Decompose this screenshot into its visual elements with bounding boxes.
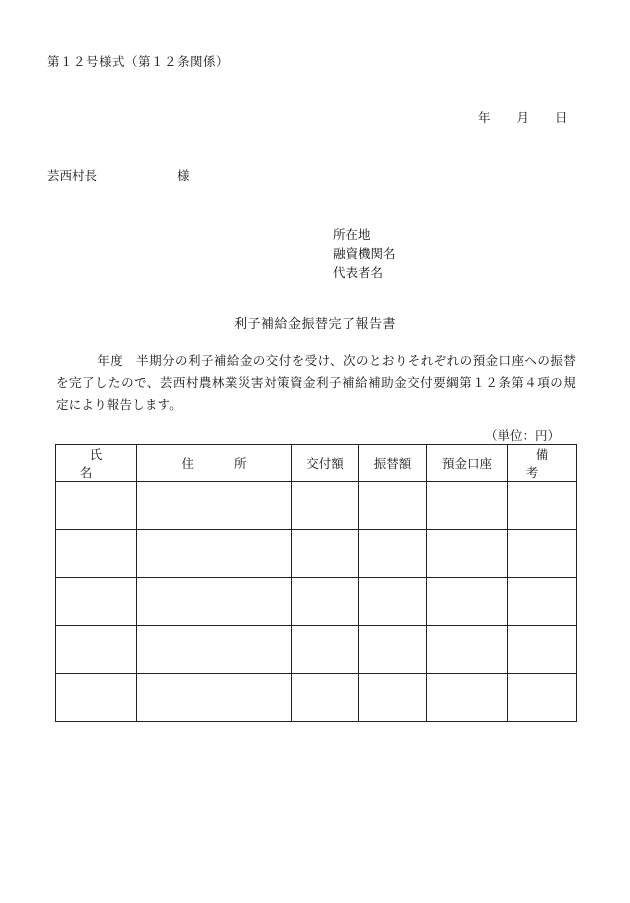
cell-account[interactable] [427,626,508,674]
table-row [56,674,577,722]
cell-name[interactable] [56,674,137,722]
cell-transfer-amount[interactable] [359,626,427,674]
cell-remarks[interactable] [508,674,577,722]
applicant-block [333,225,396,282]
cell-grant-amount[interactable] [292,482,359,530]
date-year-label: 年 [478,110,491,125]
table-row [56,626,577,674]
cell-name[interactable] [56,482,137,530]
header-remarks: 備考 [508,445,577,482]
cell-remarks[interactable] [508,626,577,674]
cell-account[interactable] [427,482,508,530]
body-text: 半期分の利子補給金の交付を受け、次のとおりそれぞれの預金口座への振替を完了したので、芸西村農林業災害対策資金利子補給補助金交付要綱第１２条第４項の規定により報告します。 [56,353,577,412]
date-day-label: 日 [555,110,568,125]
addressee-honorific: 様 [177,168,190,183]
unit-label: （単位：円） [484,428,560,443]
cell-grant-amount[interactable] [292,626,359,674]
document-title: 利子補給金振替完了報告書 [233,317,396,332]
cell-account[interactable] [427,674,508,722]
cell-address[interactable] [137,578,292,626]
cell-transfer-amount[interactable] [359,530,427,578]
cell-grant-amount[interactable] [292,674,359,722]
cell-address[interactable] [137,482,292,530]
report-table [55,444,577,722]
cell-name[interactable] [56,530,137,578]
cell-account[interactable] [427,530,508,578]
date-month-label: 月 [516,110,530,125]
header-address: 住所 [137,445,292,482]
header-transfer-amount: 振替額 [359,445,427,482]
cell-grant-amount[interactable] [292,530,359,578]
cell-transfer-amount[interactable] [359,674,427,722]
header-name: 氏名 [56,445,137,482]
addressee [47,170,190,183]
cell-grant-amount[interactable] [292,578,359,626]
cell-account[interactable] [427,578,508,626]
table-row [56,530,577,578]
cell-transfer-amount[interactable] [359,578,427,626]
date-line [478,112,568,125]
body-paragraph [56,350,576,416]
cell-transfer-amount[interactable] [359,482,427,530]
header-grant-amount: 交付額 [292,445,359,482]
header-account: 預金口座 [427,445,508,482]
cell-address[interactable] [137,626,292,674]
cell-name[interactable] [56,578,137,626]
cell-remarks[interactable] [508,530,577,578]
form-number: 第１２号様式（第１２条関係） [47,54,230,69]
applicant-institution-label: 融資機関名 [333,246,396,261]
table-header-row [56,445,577,482]
fiscal-year-label: 年度 [97,353,124,368]
cell-name[interactable] [56,626,137,674]
applicant-address-label: 所在地 [333,227,371,242]
addressee-name: 芸西村長 [47,168,98,183]
cell-address[interactable] [137,530,292,578]
applicant-representative-label: 代表者名 [333,265,384,280]
table-row [56,578,577,626]
cell-remarks[interactable] [508,578,577,626]
table-row [56,482,577,530]
cell-remarks[interactable] [508,482,577,530]
cell-address[interactable] [137,674,292,722]
